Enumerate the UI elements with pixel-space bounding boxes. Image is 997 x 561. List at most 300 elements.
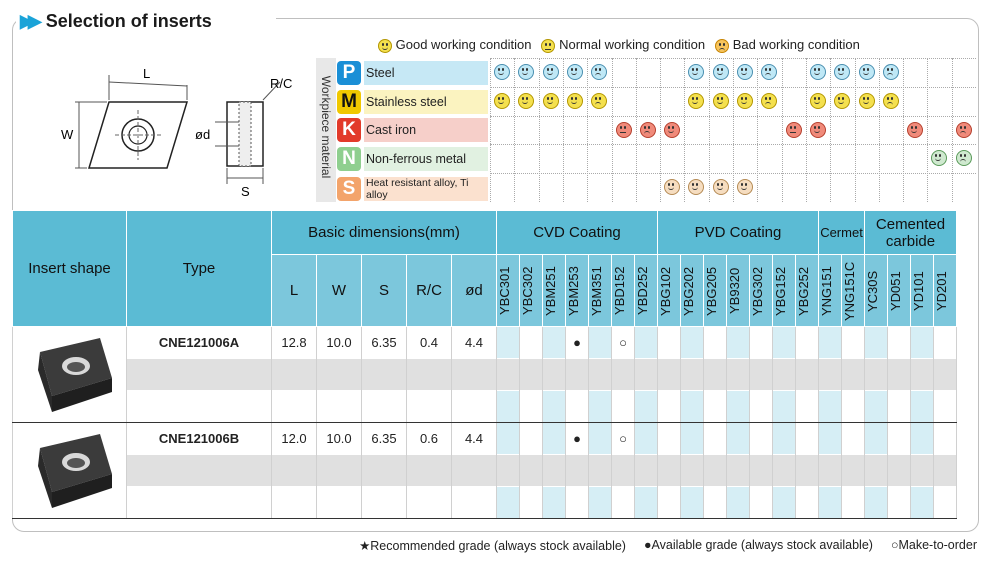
grade-footnote bbox=[359, 538, 977, 553]
header-grade-ybg202: YBG202 bbox=[681, 255, 704, 327]
header-grade-ybc302: YBC302 bbox=[520, 255, 543, 327]
grade-cell-ybg252 bbox=[796, 327, 819, 359]
insert-table bbox=[12, 210, 957, 519]
grade-cell-ybm253 bbox=[566, 455, 589, 487]
dim-cell-l: 12.8 bbox=[272, 327, 317, 359]
grade-cell-yd051 bbox=[888, 327, 911, 359]
normal-face-icon bbox=[541, 39, 555, 53]
dim-cell-l bbox=[272, 359, 317, 391]
grade-cell-ybm351 bbox=[589, 359, 612, 391]
good-face-icon bbox=[810, 122, 826, 138]
material-n-name: Non-ferrous metal bbox=[364, 147, 488, 171]
material-k-name: Cast iron bbox=[364, 118, 488, 142]
good-face-icon bbox=[567, 93, 583, 109]
good-face-icon bbox=[567, 64, 583, 80]
good-face-icon bbox=[494, 64, 510, 80]
insert-front-view bbox=[75, 75, 187, 168]
grade-cell-ybm253 bbox=[566, 391, 589, 423]
good-face-icon bbox=[713, 93, 729, 109]
legend-good: Good working condition bbox=[378, 37, 531, 53]
good-face-icon bbox=[688, 179, 704, 195]
header-grade-yng151c: YNG151C bbox=[842, 255, 865, 327]
grade-cell-ybc301 bbox=[497, 455, 520, 487]
bad-face-icon bbox=[715, 39, 729, 53]
grade-cell-ybg102 bbox=[658, 359, 681, 391]
type-cell: CNE121006B bbox=[127, 423, 272, 455]
grade-cell-ybc302 bbox=[520, 487, 543, 519]
grade-cell-ybg202 bbox=[681, 455, 704, 487]
grade-cell-ybc301 bbox=[497, 359, 520, 391]
grade-cell-yng151 bbox=[819, 487, 842, 519]
grade-cell-yb9320 bbox=[727, 487, 750, 519]
grid-line bbox=[927, 58, 928, 202]
grade-cell-ybm251 bbox=[543, 487, 566, 519]
bad-face-icon bbox=[761, 93, 777, 109]
grid-line bbox=[490, 144, 976, 145]
grade-cell-yd201 bbox=[934, 423, 957, 455]
grade-cell-ybg302 bbox=[750, 487, 773, 519]
grade-cell-yng151c bbox=[842, 423, 865, 455]
grade-cell-yd101 bbox=[911, 423, 934, 455]
grade-cell-ybm253 bbox=[566, 359, 589, 391]
grade-cell-ybm351 bbox=[589, 423, 612, 455]
material-row-m bbox=[337, 89, 488, 115]
grade-cell-ybm251 bbox=[543, 455, 566, 487]
grade-cell-ybg302 bbox=[750, 359, 773, 391]
grade-cell-ybg202 bbox=[681, 487, 704, 519]
good-face-icon bbox=[378, 39, 392, 53]
dim-l-label: L bbox=[143, 66, 151, 81]
grade-cell-yd101 bbox=[911, 327, 934, 359]
grade-cell-ybg202 bbox=[681, 423, 704, 455]
good-face-icon bbox=[518, 93, 534, 109]
material-m-name: Stainless steel bbox=[364, 90, 488, 114]
dim-cell-w: 10.0 bbox=[317, 327, 362, 359]
good-face-icon bbox=[688, 64, 704, 80]
material-k-badge: K bbox=[337, 118, 361, 142]
grade-cell-ybc302 bbox=[520, 455, 543, 487]
grade-cell-yb9320 bbox=[727, 327, 750, 359]
dim-cell-s bbox=[362, 359, 407, 391]
good-face-icon bbox=[810, 64, 826, 80]
grade-cell-ybg302 bbox=[750, 391, 773, 423]
grade-cell-ybg252 bbox=[796, 423, 819, 455]
grade-cell-ybg102 bbox=[658, 327, 681, 359]
section-title: Selection of inserts bbox=[45, 10, 212, 31]
grid-line bbox=[612, 58, 613, 202]
header-grade-yd201: YD201 bbox=[934, 255, 957, 327]
dim-cell-s: 6.35 bbox=[362, 423, 407, 455]
grade-cell-yng151 bbox=[819, 455, 842, 487]
grade-cell-yd101 bbox=[911, 455, 934, 487]
grade-cell-ybd252 bbox=[635, 455, 658, 487]
bad-face-icon bbox=[761, 64, 777, 80]
grade-cell-yc30s bbox=[865, 423, 888, 455]
grid-line bbox=[855, 58, 856, 202]
material-row-s bbox=[337, 176, 488, 202]
good-face-icon bbox=[859, 93, 875, 109]
grade-cell-yng151 bbox=[819, 327, 842, 359]
grade-cell-yc30s bbox=[865, 487, 888, 519]
insert-photo bbox=[20, 330, 120, 416]
grade-cell-ybg205 bbox=[704, 487, 727, 519]
dim-cell-rc bbox=[407, 359, 452, 391]
dim-cell-s bbox=[362, 391, 407, 423]
grade-cell-ybm251 bbox=[543, 423, 566, 455]
bad-face-icon bbox=[883, 93, 899, 109]
grade-cell-ybd252 bbox=[635, 487, 658, 519]
grade-cell-yc30s bbox=[865, 455, 888, 487]
header-dim-4: ød bbox=[452, 255, 497, 327]
grade-cell-yc30s bbox=[865, 391, 888, 423]
grid-line bbox=[806, 58, 807, 202]
header-grade-ybc301: YBC301 bbox=[497, 255, 520, 327]
grade-cell-ybc302 bbox=[520, 391, 543, 423]
good-face-icon bbox=[907, 122, 923, 138]
header-basic-dimensions: Basic dimensions(mm) bbox=[272, 211, 497, 255]
grade-cell-ybg205 bbox=[704, 327, 727, 359]
dim-d-label: ød bbox=[195, 127, 211, 142]
good-face-icon bbox=[688, 93, 704, 109]
insert-shape-image bbox=[13, 423, 127, 519]
grade-cell-ybg252 bbox=[796, 359, 819, 391]
grade-cell-ybm251 bbox=[543, 327, 566, 359]
material-row-k bbox=[337, 117, 488, 143]
grade-cell-ybg205 bbox=[704, 391, 727, 423]
header-grade-ybm351: YBM351 bbox=[589, 255, 612, 327]
grade-cell-ybd152: ○ bbox=[612, 327, 635, 359]
header-grade-yd101: YD101 bbox=[911, 255, 934, 327]
header-grade-ybm253: YBM253 bbox=[566, 255, 589, 327]
grade-cell-ybg302 bbox=[750, 455, 773, 487]
grid-line bbox=[587, 58, 588, 202]
grid-line bbox=[879, 58, 880, 202]
grade-cell-yd201 bbox=[934, 359, 957, 391]
good-face-icon bbox=[494, 93, 510, 109]
header-cermet: Cermet bbox=[819, 211, 865, 255]
dim-s-label: S bbox=[241, 184, 250, 199]
grade-cell-ybg202 bbox=[681, 359, 704, 391]
header-grade-yb9320: YB9320 bbox=[727, 255, 750, 327]
insert-photo bbox=[20, 426, 120, 512]
dim-cell-s bbox=[362, 455, 407, 487]
grade-cell-yng151c bbox=[842, 487, 865, 519]
grid-line bbox=[514, 58, 515, 202]
grade-cell-ybd152 bbox=[612, 455, 635, 487]
workpiece-material-label: Workpiece material bbox=[316, 58, 336, 202]
table-row bbox=[13, 487, 957, 519]
grade-cell-ybc302 bbox=[520, 359, 543, 391]
grade-cell-ybc302 bbox=[520, 327, 543, 359]
good-face-icon bbox=[810, 93, 826, 109]
grid-line bbox=[733, 58, 734, 202]
grid-line bbox=[490, 58, 491, 202]
normal-face-icon bbox=[616, 122, 632, 138]
grade-cell-ybd252 bbox=[635, 327, 658, 359]
grade-cell-ybg202 bbox=[681, 391, 704, 423]
grid-line bbox=[660, 58, 661, 202]
material-s-name: Heat resistant alloy, Ti alloy bbox=[364, 177, 488, 201]
good-face-icon bbox=[664, 122, 680, 138]
header-dim-1: W bbox=[317, 255, 362, 327]
header-grade-ybg302: YBG302 bbox=[750, 255, 773, 327]
header-grade-yng151: YNG151 bbox=[819, 255, 842, 327]
dim-cell-rc: 0.6 bbox=[407, 423, 452, 455]
grade-cell-yd101 bbox=[911, 359, 934, 391]
grade-cell-yng151 bbox=[819, 391, 842, 423]
grid-line bbox=[757, 58, 758, 202]
grade-cell-yb9320 bbox=[727, 359, 750, 391]
grid-line bbox=[490, 58, 976, 59]
insert-dimension-diagram bbox=[55, 60, 315, 210]
good-face-icon bbox=[543, 64, 559, 80]
grade-cell-ybd152 bbox=[612, 391, 635, 423]
good-face-icon bbox=[737, 64, 753, 80]
dim-cell-d bbox=[452, 391, 497, 423]
grade-cell-ybg152 bbox=[773, 455, 796, 487]
table-row bbox=[13, 455, 957, 487]
good-face-icon bbox=[713, 179, 729, 195]
dim-cell-d bbox=[452, 487, 497, 519]
grade-cell-ybc301 bbox=[497, 391, 520, 423]
type-cell bbox=[127, 359, 272, 391]
dim-cell-w bbox=[317, 487, 362, 519]
header-cemented-carbide: Cemented carbide bbox=[865, 211, 957, 255]
header-grade-yd051: YD051 bbox=[888, 255, 911, 327]
dim-cell-d bbox=[452, 455, 497, 487]
grade-cell-ybm253: ● bbox=[566, 327, 589, 359]
bad-face-icon bbox=[956, 150, 972, 166]
grade-cell-ybg252 bbox=[796, 391, 819, 423]
grade-cell-yd051 bbox=[888, 359, 911, 391]
grid-line bbox=[903, 58, 904, 202]
good-face-icon bbox=[518, 64, 534, 80]
dim-cell-w bbox=[317, 359, 362, 391]
header-cvd-coating: CVD Coating bbox=[497, 211, 658, 255]
grade-cell-yb9320 bbox=[727, 391, 750, 423]
grade-cell-ybg152 bbox=[773, 391, 796, 423]
grade-cell-ybg152 bbox=[773, 423, 796, 455]
grade-cell-ybg102 bbox=[658, 487, 681, 519]
good-face-icon bbox=[543, 93, 559, 109]
grade-cell-yng151 bbox=[819, 359, 842, 391]
normal-face-icon bbox=[786, 122, 802, 138]
grade-cell-yd201 bbox=[934, 487, 957, 519]
double-arrow-icon: ▶▶ bbox=[20, 10, 36, 31]
grade-cell-yd201 bbox=[934, 455, 957, 487]
grade-cell-yd051 bbox=[888, 487, 911, 519]
good-face-icon bbox=[834, 64, 850, 80]
grid-line bbox=[539, 58, 540, 202]
grade-cell-ybg202 bbox=[681, 327, 704, 359]
legend-bad: Bad working condition bbox=[715, 37, 860, 53]
dim-cell-d bbox=[452, 359, 497, 391]
header-grade-ybm251: YBM251 bbox=[543, 255, 566, 327]
grid-line bbox=[830, 58, 831, 202]
grade-cell-yc30s bbox=[865, 327, 888, 359]
grade-cell-ybd252 bbox=[635, 391, 658, 423]
header-grade-ybd252: YBD252 bbox=[635, 255, 658, 327]
material-row-n bbox=[337, 146, 488, 172]
grid-line bbox=[490, 87, 976, 88]
grade-cell-ybg252 bbox=[796, 455, 819, 487]
good-face-icon bbox=[713, 64, 729, 80]
dim-cell-w: 10.0 bbox=[317, 423, 362, 455]
good-face-icon bbox=[859, 64, 875, 80]
grade-cell-ybg102 bbox=[658, 423, 681, 455]
grade-cell-yd051 bbox=[888, 423, 911, 455]
grade-cell-ybg102 bbox=[658, 455, 681, 487]
material-m-badge: M bbox=[337, 90, 361, 114]
header-dim-2: S bbox=[362, 255, 407, 327]
table-row bbox=[13, 359, 957, 391]
dim-cell-l bbox=[272, 487, 317, 519]
header-grade-ybd152: YBD152 bbox=[612, 255, 635, 327]
dim-cell-rc bbox=[407, 455, 452, 487]
grade-cell-ybm351 bbox=[589, 391, 612, 423]
grid-line bbox=[684, 58, 685, 202]
type-cell: CNE121006A bbox=[127, 327, 272, 359]
material-n-badge: N bbox=[337, 147, 361, 171]
grid-line bbox=[952, 58, 953, 202]
insert-shape-image bbox=[13, 327, 127, 423]
material-p-name: Steel bbox=[364, 61, 488, 85]
footnote-recommended: ★Recommended grade (always stock available) bbox=[359, 539, 626, 553]
grid-line bbox=[490, 116, 976, 117]
grade-cell-ybd152: ○ bbox=[612, 423, 635, 455]
dim-rc-label: R/C bbox=[270, 76, 293, 91]
grade-cell-yng151c bbox=[842, 327, 865, 359]
material-p-badge: P bbox=[337, 61, 361, 85]
insert-side-view bbox=[215, 82, 280, 184]
grid-line bbox=[782, 58, 783, 202]
grid-line bbox=[709, 58, 710, 202]
bad-face-icon bbox=[640, 122, 656, 138]
header-grade-ybg205: YBG205 bbox=[704, 255, 727, 327]
grade-cell-ybg205 bbox=[704, 455, 727, 487]
good-face-icon bbox=[834, 93, 850, 109]
footnote-make-to-order: ○Make-to-order bbox=[890, 538, 977, 552]
grade-cell-ybg252 bbox=[796, 487, 819, 519]
grade-cell-ybm253: ● bbox=[566, 423, 589, 455]
header-grade-yc30s: YC30S bbox=[865, 255, 888, 327]
grade-cell-ybc301 bbox=[497, 423, 520, 455]
suitability-grid bbox=[490, 58, 976, 202]
grid-line bbox=[490, 173, 976, 174]
section-header bbox=[20, 6, 212, 36]
dim-cell-rc: 0.4 bbox=[407, 327, 452, 359]
grade-cell-ybm351 bbox=[589, 487, 612, 519]
grade-cell-ybg205 bbox=[704, 423, 727, 455]
dim-w-label: W bbox=[61, 127, 74, 142]
grade-cell-ybd252 bbox=[635, 359, 658, 391]
dim-cell-d: 4.4 bbox=[452, 423, 497, 455]
material-s-badge: S bbox=[337, 177, 361, 201]
header-dim-3: R/C bbox=[407, 255, 452, 327]
grade-cell-ybc301 bbox=[497, 327, 520, 359]
dim-cell-s: 6.35 bbox=[362, 327, 407, 359]
good-face-icon bbox=[664, 179, 680, 195]
grade-cell-yd101 bbox=[911, 391, 934, 423]
dim-cell-rc bbox=[407, 487, 452, 519]
grade-cell-ybm251 bbox=[543, 359, 566, 391]
good-face-icon bbox=[931, 150, 947, 166]
grade-cell-yd051 bbox=[888, 455, 911, 487]
grade-cell-ybm253 bbox=[566, 487, 589, 519]
grade-cell-ybc302 bbox=[520, 423, 543, 455]
grade-cell-ybm351 bbox=[589, 455, 612, 487]
grade-cell-ybg152 bbox=[773, 327, 796, 359]
header-type: Type bbox=[127, 211, 272, 327]
grade-cell-ybg302 bbox=[750, 423, 773, 455]
dim-cell-l: 12.0 bbox=[272, 423, 317, 455]
grade-cell-ybd152 bbox=[612, 487, 635, 519]
dim-cell-w bbox=[317, 391, 362, 423]
grade-cell-yng151c bbox=[842, 359, 865, 391]
grade-cell-ybd152 bbox=[612, 359, 635, 391]
grade-cell-yng151c bbox=[842, 455, 865, 487]
grade-cell-ybg302 bbox=[750, 327, 773, 359]
dim-cell-d: 4.4 bbox=[452, 327, 497, 359]
grade-cell-ybd252 bbox=[635, 423, 658, 455]
footnote-available: ●Available grade (always stock available) bbox=[643, 538, 873, 552]
material-row-p bbox=[337, 60, 488, 86]
header-insert-shape: Insert shape bbox=[13, 211, 127, 327]
dim-cell-l bbox=[272, 455, 317, 487]
legend-normal: Normal working condition bbox=[541, 37, 705, 53]
grade-cell-yd101 bbox=[911, 487, 934, 519]
grade-cell-yd051 bbox=[888, 391, 911, 423]
grade-cell-ybg152 bbox=[773, 487, 796, 519]
grade-cell-ybc301 bbox=[497, 487, 520, 519]
dim-cell-w bbox=[317, 455, 362, 487]
header-grade-ybg102: YBG102 bbox=[658, 255, 681, 327]
grade-cell-yd201 bbox=[934, 391, 957, 423]
dim-cell-s bbox=[362, 487, 407, 519]
header-grade-ybg152: YBG152 bbox=[773, 255, 796, 327]
type-cell bbox=[127, 391, 272, 423]
good-face-icon bbox=[737, 179, 753, 195]
dim-cell-l bbox=[272, 391, 317, 423]
grade-cell-ybg102 bbox=[658, 391, 681, 423]
grade-cell-yb9320 bbox=[727, 455, 750, 487]
grade-cell-yd201 bbox=[934, 327, 957, 359]
bad-face-icon bbox=[591, 64, 607, 80]
grade-cell-yb9320 bbox=[727, 423, 750, 455]
grade-cell-ybm251 bbox=[543, 391, 566, 423]
grid-line bbox=[563, 58, 564, 202]
type-cell bbox=[127, 455, 272, 487]
header-grade-ybg252: YBG252 bbox=[796, 255, 819, 327]
good-face-icon bbox=[737, 93, 753, 109]
bad-face-icon bbox=[591, 93, 607, 109]
grade-cell-ybg205 bbox=[704, 359, 727, 391]
table-row bbox=[13, 391, 957, 423]
dim-cell-rc bbox=[407, 391, 452, 423]
condition-legend bbox=[378, 37, 860, 53]
grade-cell-ybg152 bbox=[773, 359, 796, 391]
grade-cell-yng151 bbox=[819, 423, 842, 455]
type-cell bbox=[127, 487, 272, 519]
bad-face-icon bbox=[956, 122, 972, 138]
header-pvd-coating: PVD Coating bbox=[658, 211, 819, 255]
grade-cell-yc30s bbox=[865, 359, 888, 391]
grid-line bbox=[636, 58, 637, 202]
table-row bbox=[13, 327, 957, 359]
bad-face-icon bbox=[883, 64, 899, 80]
header-dim-0: L bbox=[272, 255, 317, 327]
grade-cell-ybm351 bbox=[589, 327, 612, 359]
